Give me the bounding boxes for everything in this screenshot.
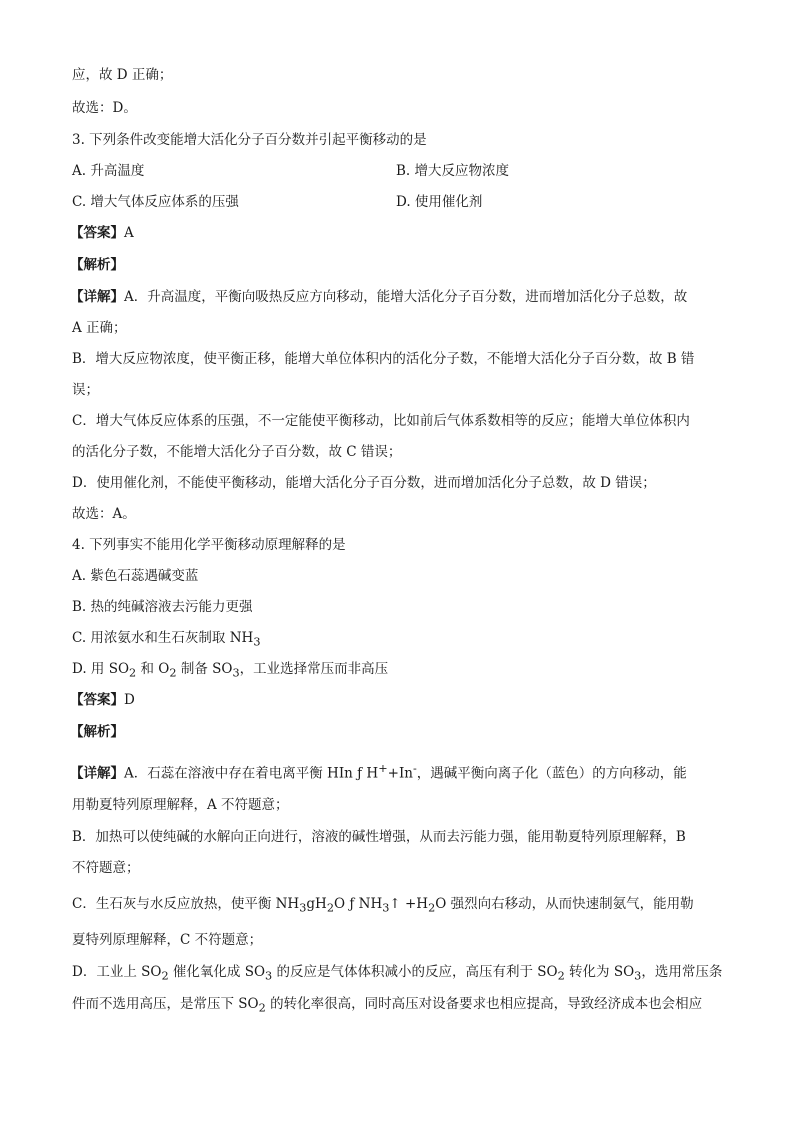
detail-text: D．工业上 SO xyxy=(72,964,162,980)
subscript: 3 xyxy=(299,901,307,915)
subscript: 3 xyxy=(253,635,261,649)
text-line: 不符题意； xyxy=(72,860,140,876)
text-line: D．使用催化剂，不能使平衡移动，能增大活化分子百分数，进而增加活化分子总数，故 D 错误； xyxy=(72,475,656,491)
text-line: C．增大气体反应体系的压强，不一定能使平衡移动，比如前后气体系数相等的反应；能增大单位体积内 xyxy=(72,413,690,429)
text-line xyxy=(72,895,694,918)
question-4-stem: 4. 下列事实不能用化学平衡移动原理解释的是 xyxy=(72,537,346,553)
q4-detail-line xyxy=(70,760,687,783)
subscript: 2 xyxy=(326,901,334,915)
q4-analysis-label: 【解析】 xyxy=(70,724,124,740)
q3-option-c: C. 增大气体反应体系的压强 xyxy=(72,194,239,210)
q3-analysis-label: 【解析】 xyxy=(70,257,124,273)
text-line: 用勒夏特列原理解释，A 不符题意； xyxy=(72,797,289,813)
text-line: 应，故 D 正确； xyxy=(72,67,173,83)
option-text: D. 用 SO xyxy=(72,661,130,677)
q3-option-b: B. 增大反应物浓度 xyxy=(396,163,510,179)
detail-text: 转化为 SO xyxy=(564,964,635,980)
text-line: 故选：A。 xyxy=(72,506,136,522)
option-text: 制备 SO xyxy=(176,661,233,677)
detail-text: A．升高温度，平衡向吸热反应方向移动，能增大活化分子百分数，进而增加活化分子总数，故 xyxy=(124,289,688,305)
text-line: 故选：D。 xyxy=(72,100,137,116)
subscript: 3 xyxy=(265,969,273,983)
text-line xyxy=(72,963,722,986)
subscript: 2 xyxy=(557,969,565,983)
option-text: 和 O xyxy=(136,661,170,677)
q4-answer xyxy=(70,691,135,709)
subscript: 3 xyxy=(382,901,390,915)
subscript: 2 xyxy=(161,969,169,983)
text-line: 的活化分子数，不能增大活化分子百分数，故 C 错误； xyxy=(72,444,402,460)
text-line: 夏特列原理解释，C 不符题意； xyxy=(72,932,263,948)
subscript: 3 xyxy=(232,666,240,680)
text-line: B．加热可以使纯碱的水解向正向进行，溶液的碱性增强，从而去污能力强，能用勒夏特列原理解释，B xyxy=(72,829,686,845)
detail-label: 【详解】 xyxy=(70,289,124,305)
subscript: 3 xyxy=(634,969,642,983)
q4-option-a: A. 紫色石蕊遇碱变蓝 xyxy=(72,568,199,584)
q3-answer xyxy=(70,224,134,242)
answer-value: D xyxy=(124,692,135,708)
detail-text: gH xyxy=(306,896,327,912)
detail-text: C．生石灰与水反应放热，使平衡 NH xyxy=(72,896,300,912)
subscript: 2 xyxy=(258,1001,266,1015)
q3-option-d: D. 使用催化剂 xyxy=(396,194,483,210)
detail-text: 件而不选用高压，是常压下 SO xyxy=(72,996,259,1012)
detail-text: 催化氧化成 SO xyxy=(168,964,266,980)
detail-text: ，遇碱平衡向离子化（蓝色）的方向移动，能 xyxy=(416,765,687,782)
q4-option-b: B. 热的纯碱溶液去污能力更强 xyxy=(72,599,253,615)
subscript: 2 xyxy=(129,666,137,680)
text-line: B．增大反应物浓度，使平衡正移，能增大单位体积内的活化分子数，不能增大活化分子百分数，故 B 错 xyxy=(72,351,695,367)
detail-text: ↑ +H xyxy=(389,896,429,912)
detail-text: O ƒ NH xyxy=(333,896,383,912)
answer-label: 【答案】 xyxy=(70,692,124,708)
answer-value: A xyxy=(124,225,134,241)
answer-label: 【答案】 xyxy=(70,225,124,241)
q4-option-c xyxy=(72,629,260,652)
superscript: + xyxy=(378,762,388,775)
superscript: - xyxy=(412,762,417,775)
detail-text: +In xyxy=(387,765,413,782)
q3-option-a: A. 升高温度 xyxy=(72,163,145,179)
question-3-stem: 3. 下列条件改变能增大活化分子百分数并引起平衡移动的是 xyxy=(72,132,427,148)
subscript: 2 xyxy=(428,901,436,915)
text-line xyxy=(72,995,702,1018)
option-text: ，工业选择常压而非高压 xyxy=(239,661,389,677)
detail-text: A．石蕊在溶液中存在着电离平衡 HIn ƒ H xyxy=(124,765,379,782)
q3-detail-line xyxy=(70,288,687,306)
subscript: 2 xyxy=(169,666,177,680)
q4-option-d xyxy=(72,660,388,683)
detail-text: ，选用常压条 xyxy=(641,964,723,980)
text-line: 误； xyxy=(72,382,99,398)
text-line: A 正确； xyxy=(72,320,127,336)
detail-text: O 强烈向右移动，从而快速制氨气，能用勒 xyxy=(435,896,694,912)
detail-label: 【详解】 xyxy=(70,765,124,782)
detail-text: 的反应是气体体积减小的反应，高压有利于 SO xyxy=(272,964,558,980)
option-text: C. 用浓氨水和生石灰制取 NH xyxy=(72,630,254,646)
detail-text: 的转化率很高，同时高压对设备要求也相应提高，导致经济成本也会相应 xyxy=(265,996,703,1012)
